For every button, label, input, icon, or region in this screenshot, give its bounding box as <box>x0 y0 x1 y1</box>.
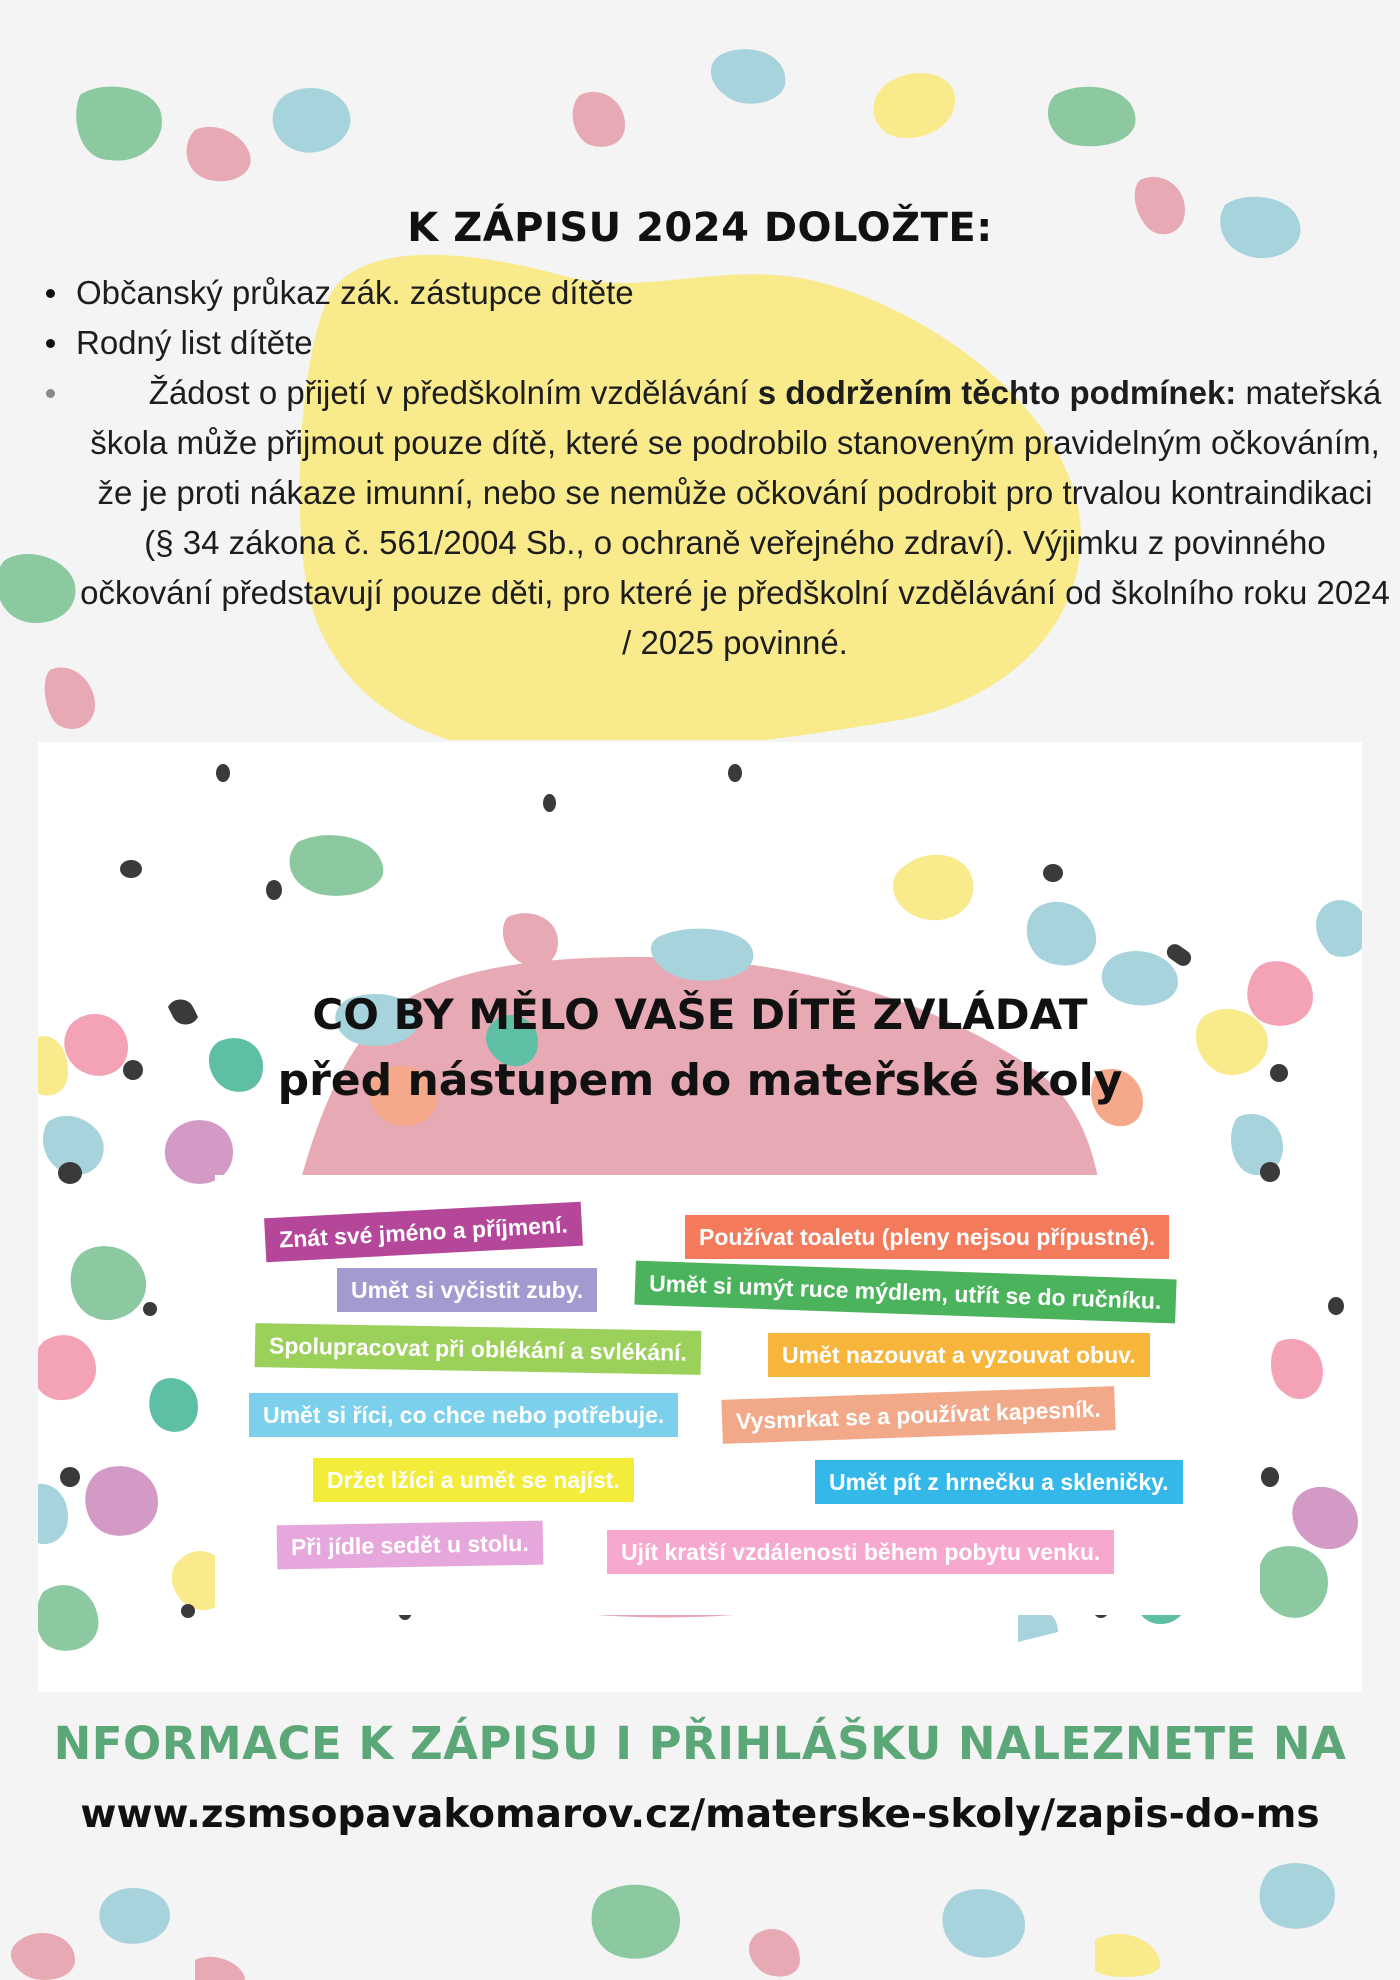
bullet-icon <box>46 389 55 398</box>
dot-decoration <box>120 860 142 878</box>
skill-tag: Umět pít z hrnečku a skleničky. <box>815 1460 1183 1504</box>
dot-decoration <box>1328 1297 1344 1315</box>
skill-tag: Vysmrkat se a používat kapesník. <box>721 1386 1115 1444</box>
application-intro: Žádost o přijetí v předškolním vzdělávání <box>148 374 758 411</box>
list-item <box>40 318 1390 368</box>
skill-tag: Umět si umýt ruce mýdlem, utřít se do ručníku. <box>634 1261 1176 1324</box>
dot-decoration <box>1260 1162 1280 1182</box>
bullet-icon <box>46 339 55 348</box>
application-conditions-label: s dodržením těchto podmínek: <box>757 374 1237 411</box>
dot-decoration <box>216 764 230 782</box>
document-item-text: Občanský průkaz zák. zástupce dítěte <box>76 274 634 311</box>
dot-decoration <box>1261 1467 1279 1487</box>
skill-tag: Umět nazouvat a vyzouvat obuv. <box>768 1333 1150 1377</box>
dot-decoration <box>728 764 742 782</box>
skill-tag: Spolupracovat při oblékání a svlékání. <box>255 1323 702 1375</box>
skills-panel <box>215 1175 1260 1615</box>
skill-tag: Používat toaletu (pleny nejsou přípustné). <box>685 1215 1169 1259</box>
skill-tag: Umět si říci, co chce nebo potřebuje. <box>249 1393 678 1437</box>
skills-title: CO BY MĚLO VAŠE DÍTĚ ZVLÁDAT <box>312 990 1088 1039</box>
dot-decoration <box>60 1467 80 1487</box>
list-item <box>40 268 1390 318</box>
skill-tag: Znát své jméno a příjmení. <box>264 1202 583 1263</box>
document-item-text: Rodný list dítěte <box>76 324 313 361</box>
blob-layer-bottom <box>0 1840 1400 1980</box>
dot-decoration <box>143 1302 157 1316</box>
documents-list <box>40 268 1390 668</box>
documents-title: K ZÁPISU 2024 DOLOŽTE: <box>407 205 993 251</box>
dot-decoration <box>1043 864 1063 882</box>
skills-subtitle: před nástupem do mateřské školy <box>277 1055 1123 1106</box>
skill-tag: Držet lžíci a umět se najíst. <box>313 1458 634 1502</box>
dot-decoration <box>58 1162 82 1184</box>
skill-tag: Ujít kratší vzdálenosti během pobytu venku. <box>607 1530 1114 1574</box>
info-heading: NFORMACE K ZÁPISU I PŘIHLÁŠKU NALEZNETE NA <box>53 1717 1347 1770</box>
bullet-icon <box>46 289 55 298</box>
application-conditions-text: mateřská škola může přijmout pouze dítě, které se podrobilo stanoveným pravidelným očkováním, že je proti nákaze imunní, nebo se nemůže očkování podrobit pro trvalou kontraindikaci (§ 34 zákona č. 561/2004 Sb., o ochraně veřejného zdraví). Výjimku z povinného očkování představují pouze děti, pro které je předškolní vzdělávání od školního roku 2024 / 2025 povinné. <box>80 374 1390 661</box>
dot-decoration <box>543 794 556 812</box>
website-url: www.zsmsopavakomarov.cz/materske-skoly/zapis-do-ms <box>80 1792 1320 1837</box>
dot-decoration <box>181 1604 195 1618</box>
list-item <box>40 368 1390 668</box>
dot-decoration <box>266 880 282 900</box>
skill-tag: Umět si vyčistit zuby. <box>337 1268 597 1312</box>
skill-tag: Při jídle sedět u stolu. <box>277 1521 543 1570</box>
